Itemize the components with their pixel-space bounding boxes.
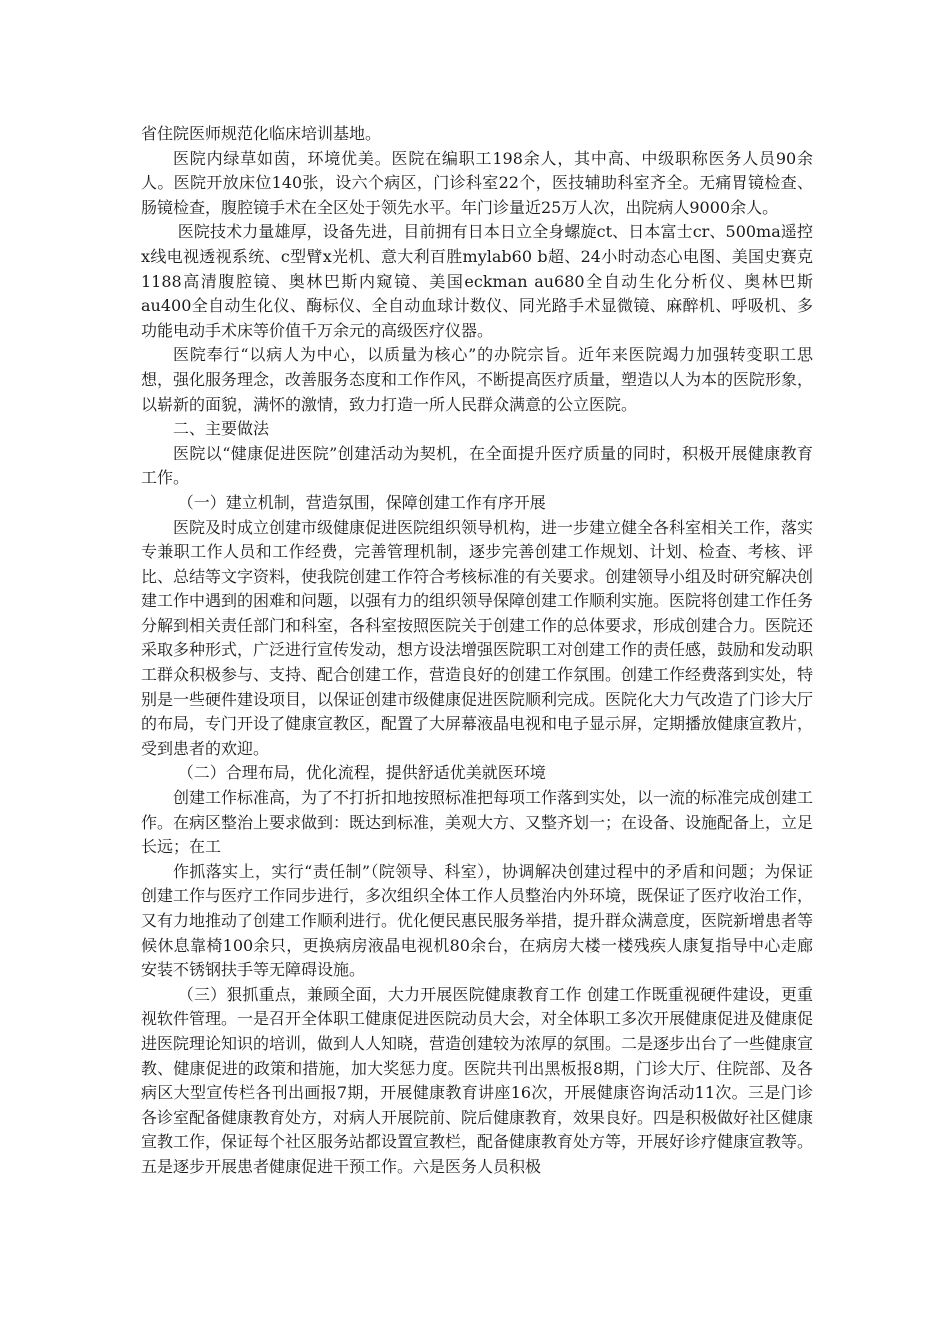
paragraph-layout-standards: 创建工作标准高，为了不打折扣地按照标准把每项工作落到实处，以一流的标准完成创建工作。在病区整治上要求做到：既达到标准，美观大方、又整齐划一；在设备、设施配备上，立足长远；在工 bbox=[141, 788, 814, 857]
subsection-heading-1: （一）建立机制，营造氛围，保障创建工作有序开展 bbox=[177, 492, 546, 512]
section-heading-main-practices: 二、主要做法 bbox=[173, 419, 270, 439]
paragraph-environment: 医院内绿草如茵，环境优美。医院在编职工198余人，其中高、中级职称医务人员90余人。医院开放床位140张，设六个病区，门诊科室22个，医技辅助科室齐全。无痛胃镜检查、肠镜检查，腹腔镜手术在全区处于领先水平。年门诊量近25万人次，出院病人9000余人。 bbox=[141, 148, 813, 217]
subsection-heading-2: （二）合理布局，优化流程，提供舒适优美就医环境 bbox=[177, 763, 546, 783]
paragraph-responsibility: 作抓落实上，实行“责任制”（院领导、科室），协调解决创建过程中的矛盾和问题；为保证创建工作与医疗工作同步进行，多次组织全体工作人员整治内外环境，既保证了医疗收治工作，又有力地推动了创建工作顺利进行。优化便民惠民服务举措，提升群众满意度，医院新增患者等候休息靠椅100余只，更换病房液晶电视机80余台，在病房大楼一楼残疾人康复指导中心走廊安装不锈钢扶手等无障碍设施。 bbox=[141, 861, 814, 980]
paragraph-mechanism: 医院及时成立创建市级健康促进医院组织领导机构，进一步建立健全各科室相关工作，落实专兼职工作人员和工作经费，完善管理机制，逐步完善创建工作规划、计划、检查、考核、评比、总结等文字资料，使我院创建工作符合考核标准的有关要求。创建领导小组及时研究解决创建工作中遇到的困难和问题，以强有力的组织领导保障创建工作顺利实施。医院将创建工作任务分解到相关责任部门和科室，各科室按照医院关于创建工作的总体要求，形成创建合力。医院还采取多种形式，广泛进行宣传发动，想方设法增强医院职工对创建工作的责任感，鼓励和发动职工群众积极参与、支持、配合创建工作，营造良好的创建工作氛围。创建工作经费落到实处，特别是一些硬件建设项目，以保证创建市级健康促进医院顺利完成。医院化大力气改造了门诊大厅的布局，专门开设了健康宣教区，配置了大屏幕液晶电视和电子显示屏，定期播放健康宣教片，受到患者的欢迎。 bbox=[141, 517, 814, 758]
document-page bbox=[141, 122, 813, 1180]
paragraph-equipment: 医院技术力量雄厚，设备先进，目前拥有日本日立全身螺旋ct、日本富士cr、500ma遥控x线电视透视系统、c型臂x光机、意大利百胜mylab60 b超、24小时动态心电图、美国史赛克1188高清腹腔镜、奥林巴斯内窥镜、美国eckman au680全自动生化分析仪、奥林巴斯au400全自动生化仪、酶标仪、全自动血球计数仪、同光路手术显微镜、麻醉机、呼吸机、多功能电动手术床等价值千万余元的高级医疗仪器。 bbox=[141, 222, 813, 340]
paragraph-training-base: 省住院医师规范化临床培训基地。 bbox=[141, 124, 382, 143]
paragraph-health-education: （三）狠抓重点，兼顾全面，大力开展医院健康教育工作 创建工作既重视硬件建设，更重视软件管理。一是召开全体职工健康促进医院动员大会，对全体职工多次开展健康促进及健康促进医院理论知识的培训，做到人人知晓，营造创建较为浓厚的氛围。二是逐步出台了一些健康宣教、健康促进的政策和措施，加大奖惩力度。医院共刊出黑板报8期，门诊大厅、住院部、及各病区大型宣传栏各刊出画报7期，开展健康教育讲座16次，开展健康咨询活动11次。三是门诊各诊室配备健康教育处方，对病人开展院前、院后健康教育，效果良好。四是积极做好社区健康宣教工作，保证每个社区服务站都设置宣教栏，配备健康教育处方等，开展好诊疗健康宣教等。五是逐步开展患者健康促进干预工作。六是医务人员积极 bbox=[141, 984, 814, 1176]
paragraph-health-promotion-intro: 医院以“健康促进医院”创建活动为契机，在全面提升医疗质量的同时，积极开展健康教育工作。 bbox=[141, 443, 813, 488]
paragraph-mission: 医院奉行“以病人为中心，以质量为核心”的办院宗旨。近年来医院竭力加强转变职工思想，强化服务理念，改善服务态度和工作作风，不断提高医疗质量，塑造以人为本的医院形象，以崭新的面貌，满怀的激情，致力打造一所人民群众满意的公立医院。 bbox=[141, 345, 814, 414]
